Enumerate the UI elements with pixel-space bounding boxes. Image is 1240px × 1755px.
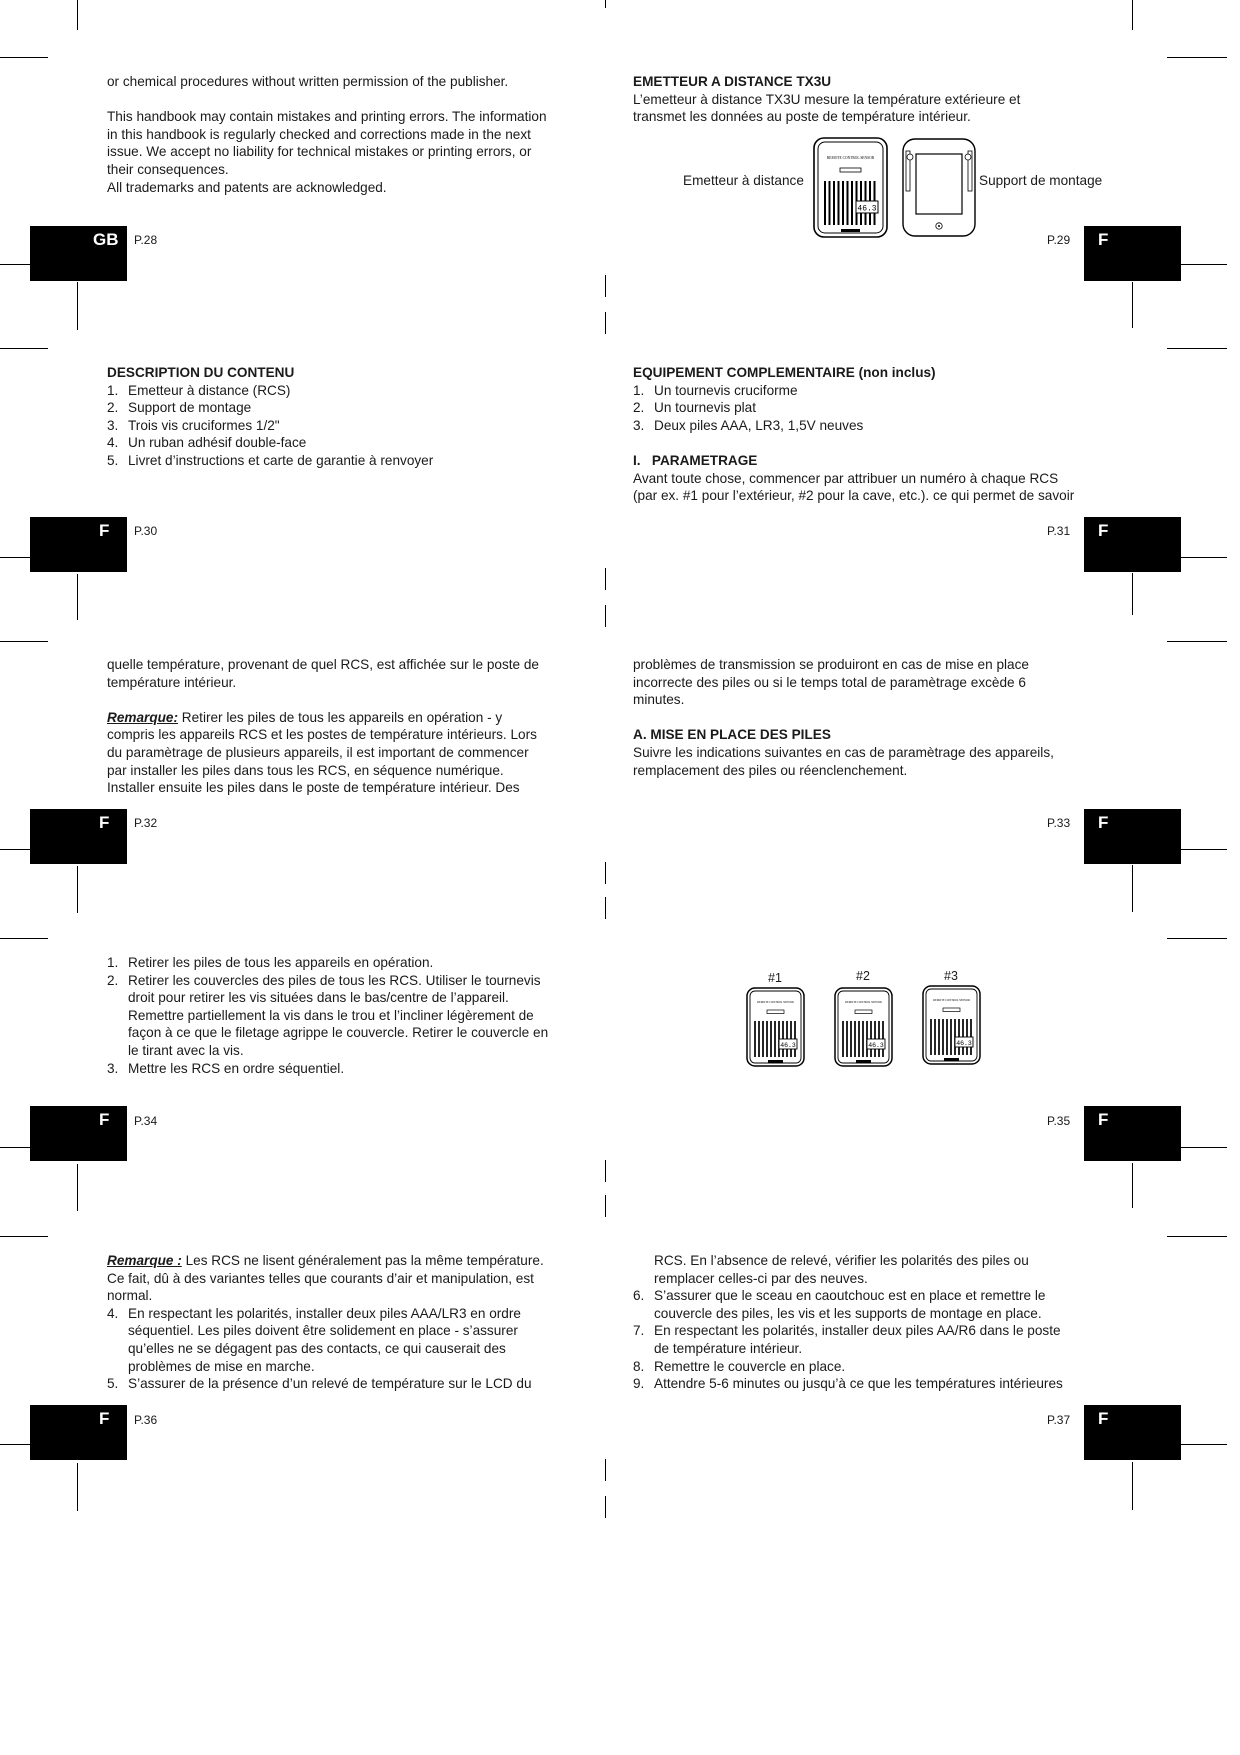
list-text xyxy=(128,1375,587,1393)
lang-code: F xyxy=(1098,813,1109,832)
lang-tab-f xyxy=(1084,226,1181,281)
body-line: their consequences. xyxy=(107,161,229,177)
body-line: or chemical procedures without written permission of the publisher. xyxy=(107,74,509,89)
remote-sensor-1 xyxy=(746,987,805,1067)
device-brand-text: REMOTE CONTROL SENSOR xyxy=(845,1001,882,1004)
lang-code: F xyxy=(1098,1110,1109,1129)
list-text: Support de montage xyxy=(128,400,252,416)
lang-tab-f xyxy=(30,1405,127,1460)
list-item xyxy=(633,382,1143,400)
rcs-label-2: #2 xyxy=(856,969,870,983)
list-line: En respectant les polarités, installer deux piles AA/R6 dans le poste xyxy=(654,1323,1061,1339)
list-number: 3. xyxy=(633,417,645,433)
list-number: 1. xyxy=(107,382,119,398)
list-number: 2. xyxy=(107,972,119,988)
list-text xyxy=(128,1060,587,1078)
list-line: de température intérieur. xyxy=(654,1340,803,1356)
lang-tab-f xyxy=(30,1106,127,1161)
list-line: Retirer les couvercles des piles de tous les RCS. Utiliser le tournevis xyxy=(128,972,541,988)
panel-p30-text xyxy=(107,364,587,470)
device-label-transmitter: Emetteur à distance xyxy=(683,173,804,188)
list-item xyxy=(107,972,587,1060)
list-text xyxy=(654,1322,1143,1357)
body-line: normal. xyxy=(107,1288,153,1304)
page-number: P.28 xyxy=(134,233,158,247)
list-text xyxy=(128,972,587,1060)
section-heading: EMETTEUR A DISTANCE TX3U xyxy=(633,74,832,89)
page-number: P.33 xyxy=(1047,816,1071,830)
panel-p33-text xyxy=(633,656,1143,779)
list-line: Retirer les piles de tous les appareils en opération. xyxy=(128,955,434,970)
list-line: Attendre 5-6 minutes ou jusqu’à ce que les températures intérieures xyxy=(654,1376,1063,1392)
lang-code: GB xyxy=(93,230,119,249)
list-item xyxy=(107,1375,587,1393)
list-item xyxy=(107,417,587,435)
section-heading: EQUIPEMENT COMPLEMENTAIRE (non inclus) xyxy=(633,365,936,380)
page-number: P.34 xyxy=(134,1114,158,1128)
list-text: Deux piles AAA, LR3, 1,5V neuves xyxy=(654,417,864,433)
list-item xyxy=(107,1060,587,1078)
list-line: problèmes de mise en marche. xyxy=(128,1358,315,1374)
list-number: 9. xyxy=(633,1376,645,1392)
lang-code: F xyxy=(1098,230,1109,249)
body-line: Avant toute chose, commencer par attribuer un numéro à chaque RCS xyxy=(633,470,1059,486)
body-line: L’emetteur à distance TX3U mesure la température extérieure et xyxy=(633,91,1021,107)
body-line: All trademarks and patents are acknowledged. xyxy=(107,179,387,195)
list-line: droit pour retirer les vis situées dans le bas/centre de l’appareil. xyxy=(128,990,509,1006)
list-text: Un tournevis plat xyxy=(654,400,757,416)
lang-code: F xyxy=(99,1110,110,1129)
list-text xyxy=(654,1358,1143,1376)
body-line: This handbook may contain mistakes and printing errors. The information xyxy=(107,109,547,125)
remark-label: Remarque : xyxy=(107,1253,182,1268)
remark-line xyxy=(107,1252,587,1270)
list-text xyxy=(654,1375,1143,1393)
panel-p31-text xyxy=(633,364,1143,505)
body-line: minutes. xyxy=(633,692,685,708)
list-text xyxy=(128,1305,587,1375)
lang-code: F xyxy=(99,813,110,832)
body-line: problèmes de transmission se produiront en cas de mise en place xyxy=(633,657,1029,672)
list-number: 4. xyxy=(107,435,119,451)
list-text: Un tournevis cruciforme xyxy=(654,382,798,398)
list-number: 1. xyxy=(107,955,119,970)
panel-p29-text xyxy=(633,73,1133,126)
lang-code: F xyxy=(99,521,110,540)
body-line: température intérieur. xyxy=(107,674,237,690)
list-item xyxy=(107,954,587,972)
list-line: S’assurer de la présence d’un relevé de température sur le LCD du xyxy=(128,1376,532,1392)
list-number: 3. xyxy=(107,1060,119,1076)
list-item xyxy=(107,434,587,452)
body-line: remplacer celles-ci par des neuves. xyxy=(654,1270,868,1286)
body-line: compris les appareils RCS et les postes de température intérieurs. Lors xyxy=(107,727,537,743)
remark-text: Retirer les piles de tous les appareils en opération - y xyxy=(178,709,503,725)
page-number: P.36 xyxy=(134,1413,158,1427)
list-number: 5. xyxy=(107,1376,119,1392)
lang-tab-f xyxy=(1084,809,1181,864)
page-number: P.30 xyxy=(134,524,158,538)
list-line: Mettre les RCS en ordre séquentiel. xyxy=(128,1060,345,1076)
device-lcd-readout: 46.3 xyxy=(857,204,877,214)
list-text: Un ruban adhésif double-face xyxy=(128,435,307,451)
page-number: P.37 xyxy=(1047,1413,1071,1427)
panel-p36-text xyxy=(107,1252,587,1393)
list-line: façon à ce que le filetage agrippe le couvercle. Retirer le couvercle en xyxy=(128,1025,549,1041)
list-text xyxy=(654,1287,1143,1322)
body-line: (par ex. #1 pour l’extérieur, #2 pour la cave, etc.). ce qui permet de savoir xyxy=(633,488,1075,504)
list-item xyxy=(107,1305,587,1375)
body-line: issue. We accept no liability for technical mistakes or printing errors, or xyxy=(107,144,532,160)
list-number: 1. xyxy=(633,382,645,398)
panel-p37-text xyxy=(633,1252,1143,1393)
body-line: in this handbook is regularly checked and corrections made in the next xyxy=(107,126,531,142)
body-line: remplacement des piles ou réenclenchement. xyxy=(633,762,908,778)
list-number: 7. xyxy=(633,1323,645,1339)
list-item xyxy=(107,452,587,470)
list-line: S’assurer que le sceau en caoutchouc est en place et remettre le xyxy=(654,1288,1046,1304)
body-line: par installer les piles dans tous les RCS, en séquence numérique. xyxy=(107,762,504,778)
list-line: qu’elles ne se dégagent pas des contacts, ce qui causerait des xyxy=(128,1340,506,1356)
section-heading: DESCRIPTION DU CONTENU xyxy=(107,365,295,380)
page-number: P.35 xyxy=(1047,1114,1071,1128)
list-number: 2. xyxy=(633,400,645,416)
page-number: P.32 xyxy=(134,816,158,830)
device-brand-text: REMOTE CONTROL SENSOR xyxy=(757,1001,794,1004)
device-lcd-readout: 46.3 xyxy=(956,1040,972,1047)
list-text: Emetteur à distance (RCS) xyxy=(128,382,291,398)
body-line: transmet les données au poste de température intérieur. xyxy=(633,109,971,125)
lang-tab-f xyxy=(1084,517,1181,572)
panel-p32-text xyxy=(107,656,587,797)
body-line: Ce fait, dû à des variantes telles que courants d’air et manipulation, est xyxy=(107,1270,534,1286)
panel-p28-text xyxy=(107,73,587,196)
list-line: couvercle des piles, les vis et les supports de montage en place. xyxy=(654,1305,1042,1321)
body-line: Installer ensuite les piles dans le poste de température intérieur. Des xyxy=(107,780,520,796)
lang-code: F xyxy=(99,1409,110,1428)
rcs-label-3: #3 xyxy=(944,969,958,983)
lang-tab-f xyxy=(1084,1106,1181,1161)
list-number: 4. xyxy=(107,1305,119,1321)
list-text xyxy=(128,954,587,972)
device-label-mount: Support de montage xyxy=(979,173,1103,188)
list-item xyxy=(107,382,587,400)
device-lcd-readout: 46.3 xyxy=(780,1042,796,1049)
remote-sensor-3 xyxy=(922,985,981,1065)
body-line: du paramètrage de plusieurs appareils, il est important de commencer xyxy=(107,744,529,760)
remark-text: Les RCS ne lisent généralement pas la même température. xyxy=(181,1253,544,1268)
page-number: P.29 xyxy=(1047,233,1071,247)
list-number: 6. xyxy=(633,1288,645,1304)
lang-code: F xyxy=(1098,521,1109,540)
section-heading: A. MISE EN PLACE DES PILES xyxy=(633,727,831,743)
list-item xyxy=(633,1287,1143,1322)
list-line: En respectant les polarités, installer deux piles AAA/LR3 en ordre xyxy=(128,1305,521,1321)
list-item xyxy=(633,1375,1143,1393)
list-item xyxy=(633,417,1143,435)
list-item xyxy=(107,399,587,417)
remote-sensor-2 xyxy=(834,987,893,1067)
list-item xyxy=(633,1358,1143,1376)
device-lcd-readout: 46.3 xyxy=(868,1042,884,1049)
list-item xyxy=(633,399,1143,417)
rcs-label-1: #1 xyxy=(768,971,782,985)
body-line: incorrecte des piles ou si le temps total de paramètrage excède 6 xyxy=(633,674,1026,690)
body-line: RCS. En l’absence de relevé, vérifier les polarités des piles ou xyxy=(654,1253,1029,1268)
mounting-bracket-illustration xyxy=(902,138,976,238)
list-line: Remettre partiellement la vis dans le trou et l’incliner légèrement de xyxy=(128,1007,534,1023)
remote-sensor-illustration xyxy=(813,137,888,238)
list-text: Trois vis cruciformes 1/2" xyxy=(128,417,280,433)
lang-tab-gb xyxy=(30,226,127,281)
list-line: le tirant avec la vis. xyxy=(128,1042,244,1058)
body-line: Suivre les indications suivantes en cas de paramètrage des appareils, xyxy=(633,744,1054,760)
list-text: Livret d’instructions et carte de garantie à renvoyer xyxy=(128,452,434,468)
page-number: P.31 xyxy=(1047,524,1071,538)
list-item xyxy=(633,1322,1143,1357)
list-number: 3. xyxy=(107,417,119,433)
list-number: 8. xyxy=(633,1358,645,1374)
list-line: Remettre le couvercle en place. xyxy=(654,1358,846,1374)
body-line: quelle température, provenant de quel RCS, est affichée sur le poste de xyxy=(107,657,539,672)
section-heading: I. PARAMETRAGE xyxy=(633,452,758,468)
device-brand-text: REMOTE CONTROL SENSOR xyxy=(933,999,970,1002)
lang-tab-f xyxy=(1084,1405,1181,1460)
list-number: 5. xyxy=(107,452,119,468)
list-line: séquentiel. Les piles doivent être solidement en place - s’assurer xyxy=(128,1323,518,1339)
list-number: 2. xyxy=(107,400,119,416)
panel-p34-text xyxy=(107,954,587,1077)
remark-line xyxy=(107,709,587,727)
lang-tab-f xyxy=(30,809,127,864)
lang-tab-f xyxy=(30,517,127,572)
device-brand-text: REMOTE CONTROL SENSOR xyxy=(826,156,875,160)
remark-label: Remarque: xyxy=(107,709,179,725)
lang-code: F xyxy=(1098,1409,1109,1428)
